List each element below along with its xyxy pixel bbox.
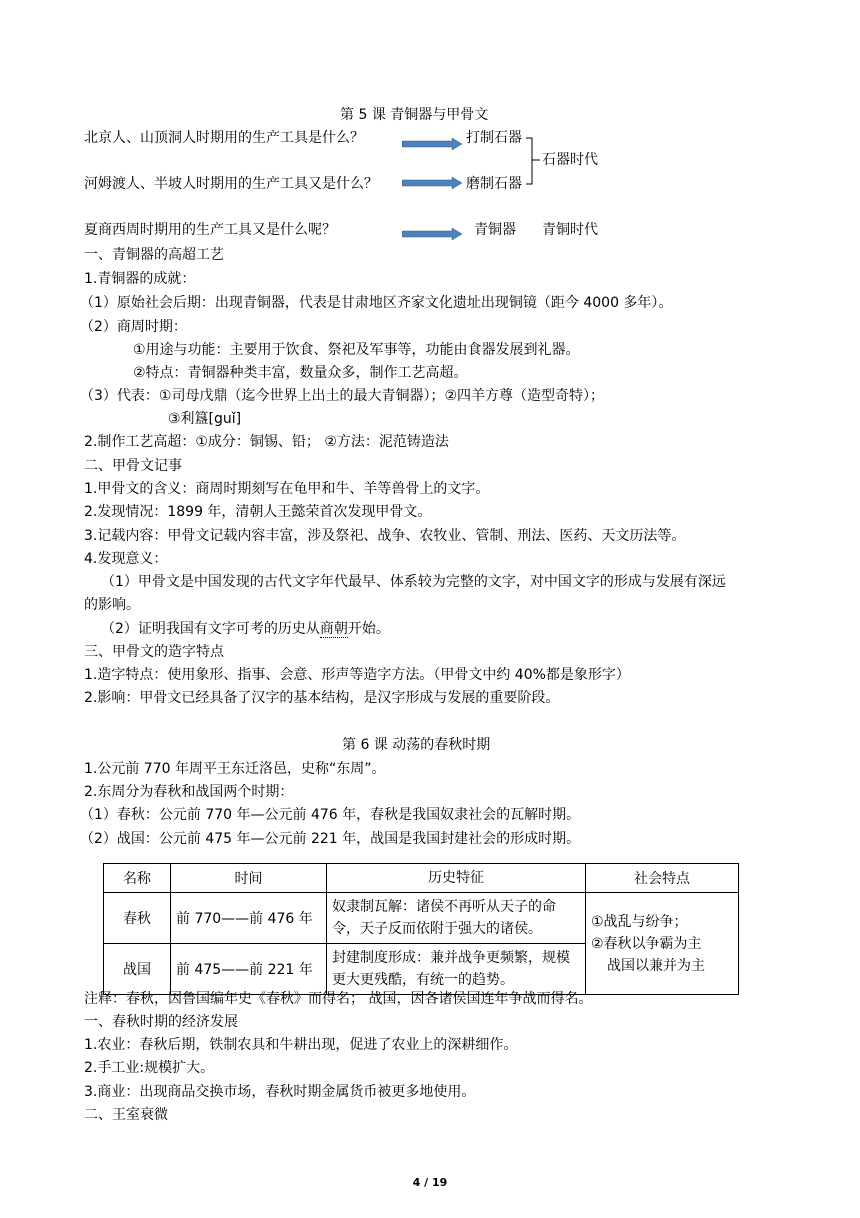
history-table bbox=[103, 863, 739, 995]
table-row bbox=[104, 893, 739, 944]
note: 注释：春秋，因鲁国编年史《春秋》而得名； 战国，因各诸侯国连年争战而得名。 bbox=[84, 991, 593, 1007]
question-3: 夏商西周时期用的生产工具又是什么呢？ bbox=[84, 222, 336, 238]
list-item: 3.商业：出现商品交换市场，春秋时期金属货币被更多地使用。 bbox=[84, 1084, 476, 1100]
column-header: 历史特征 bbox=[327, 864, 586, 893]
list-item: 2.发现情况：1899 年，清朝人王懿荣首次发现甲骨文。 bbox=[84, 504, 432, 520]
list-item: 2.影响：甲骨文已经具备了汉字的基本结构，是汉字形成与发展的重要阶段。 bbox=[84, 690, 560, 706]
list-item: 2.手工业:规模扩大。 bbox=[84, 1060, 215, 1076]
table-header-row bbox=[104, 864, 739, 893]
list-item: 1.青铜器的成就： bbox=[84, 271, 196, 287]
list-item: （1）春秋：公元前 770 年—公元前 476 年，春秋是我国奴隶社会的瓦解时期。 bbox=[80, 807, 581, 823]
section-heading: 一、春秋时期的经济发展 bbox=[84, 1014, 238, 1030]
section-heading: 二、甲骨文记事 bbox=[84, 458, 182, 474]
section-heading: 一、青铜器的高超工艺 bbox=[84, 247, 224, 263]
table-cell-time: 前 770——前 476 年 bbox=[171, 893, 327, 944]
question-1: 北京人、山顶洞人时期用的生产工具是什么？ bbox=[84, 130, 364, 146]
answer-3: 青铜器 bbox=[474, 222, 516, 238]
list-item: 1.甲骨文的含义：商周时期刻写在龟甲和牛、羊等兽骨上的文字。 bbox=[84, 481, 490, 497]
list-item: ①用途与功能：主要用于饮食、祭祀及军事等，功能由食器发展到礼器。 bbox=[133, 342, 580, 358]
list-item: （2）战国：公元前 475 年—公元前 221 年，战国是我国封建社会的形成时期。 bbox=[80, 831, 581, 847]
section-heading: 三、甲骨文的造字特点 bbox=[84, 644, 224, 660]
social-point: 战国以兼并为主 bbox=[607, 957, 705, 974]
list-item: 2.制作工艺高超：①成分：铜锡、铅； ②方法：泥范铸造法 bbox=[84, 434, 449, 450]
bronze-age-label: 青铜时代 bbox=[542, 222, 598, 238]
underlined-text: 商朝 bbox=[319, 621, 348, 637]
table-cell-feature: 封建制度形成：兼并战争更频繁，规模更大更残酷，有统一的趋势。 bbox=[327, 944, 586, 995]
social-point: ②春秋以争霸为主 bbox=[591, 935, 702, 952]
table-cell-name: 战国 bbox=[104, 944, 171, 995]
list-item: 3.记载内容：甲骨文记载内容丰富，涉及祭祀、战争、农牧业、管制、刑法、医药、天文历法等。 bbox=[84, 528, 686, 544]
list-item: 4.发现意义： bbox=[84, 551, 168, 567]
table-cell-feature: 奴隶制瓦解：诸侯不再听从天子的命令，天子反而依附于强大的诸侯。 bbox=[327, 893, 586, 944]
text-span: （2）证明我国有文字可考的历史从 bbox=[101, 621, 320, 637]
column-header: 社会特点 bbox=[586, 864, 739, 893]
page-number: 4 / 19 bbox=[412, 1176, 448, 1189]
list-item: （2）商周时期： bbox=[80, 319, 187, 335]
list-item: 1.农业：春秋后期，铁制农具和牛耕出现，促进了农业上的深耕细作。 bbox=[84, 1037, 518, 1053]
list-item: 1.造字特点：使用象形、指事、会意、形声等造字方法。（甲骨文中约 40%都是象形字） bbox=[84, 667, 630, 683]
column-header: 时间 bbox=[171, 864, 327, 893]
list-item bbox=[101, 620, 390, 638]
arrow-right-icon bbox=[402, 138, 462, 150]
table-cell-social bbox=[586, 893, 739, 995]
list-item: 2.东周分为春秋和战国两个时期： bbox=[84, 784, 294, 800]
lesson6-title: 第 6 课 动荡的春秋时期 bbox=[342, 737, 491, 753]
list-item: 1.公元前 770 年周平王东迁洛邑，史称“东周”。 bbox=[84, 761, 386, 777]
arrow-right-icon bbox=[402, 228, 462, 240]
bracket-icon bbox=[524, 134, 542, 192]
table-cell-time: 前 475——前 221 年 bbox=[171, 944, 327, 995]
list-item: （1）原始社会后期：出现青铜器，代表是甘肃地区齐家文化遗址出现铜镜（距今 4000 多年）。 bbox=[80, 295, 673, 311]
list-item: ③利簋[guǐ] bbox=[168, 411, 242, 427]
list-item: ②特点：青铜器种类丰富，数量众多，制作工艺高超。 bbox=[133, 365, 468, 381]
stone-age-label: 石器时代 bbox=[542, 152, 598, 168]
lesson5-title: 第 5 课 青铜器与甲骨文 bbox=[340, 107, 489, 123]
table-cell-name: 春秋 bbox=[104, 893, 171, 944]
column-header: 名称 bbox=[104, 864, 171, 893]
text-span: 开始。 bbox=[347, 621, 390, 637]
list-item: （3）代表：①司母戊鼎（迄今世界上出土的最大青铜器）；②四羊方尊（造型奇特）； bbox=[80, 388, 605, 404]
question-2: 河姆渡人、半坡人时期用的生产工具又是什么？ bbox=[84, 176, 378, 192]
list-item: （1）甲骨文是中国发现的古代文字年代最早、体系较为完整的文字，对中国文字的形成与发展有深远 bbox=[101, 574, 726, 590]
arrow-right-icon bbox=[402, 177, 462, 189]
answer-2: 磨制石器 bbox=[466, 176, 522, 192]
list-item: 的影响。 bbox=[84, 597, 140, 613]
social-point: ①战乱与纷争； bbox=[591, 913, 688, 930]
answer-1: 打制石器 bbox=[466, 130, 522, 146]
section-heading: 二、王室衰微 bbox=[84, 1107, 168, 1123]
